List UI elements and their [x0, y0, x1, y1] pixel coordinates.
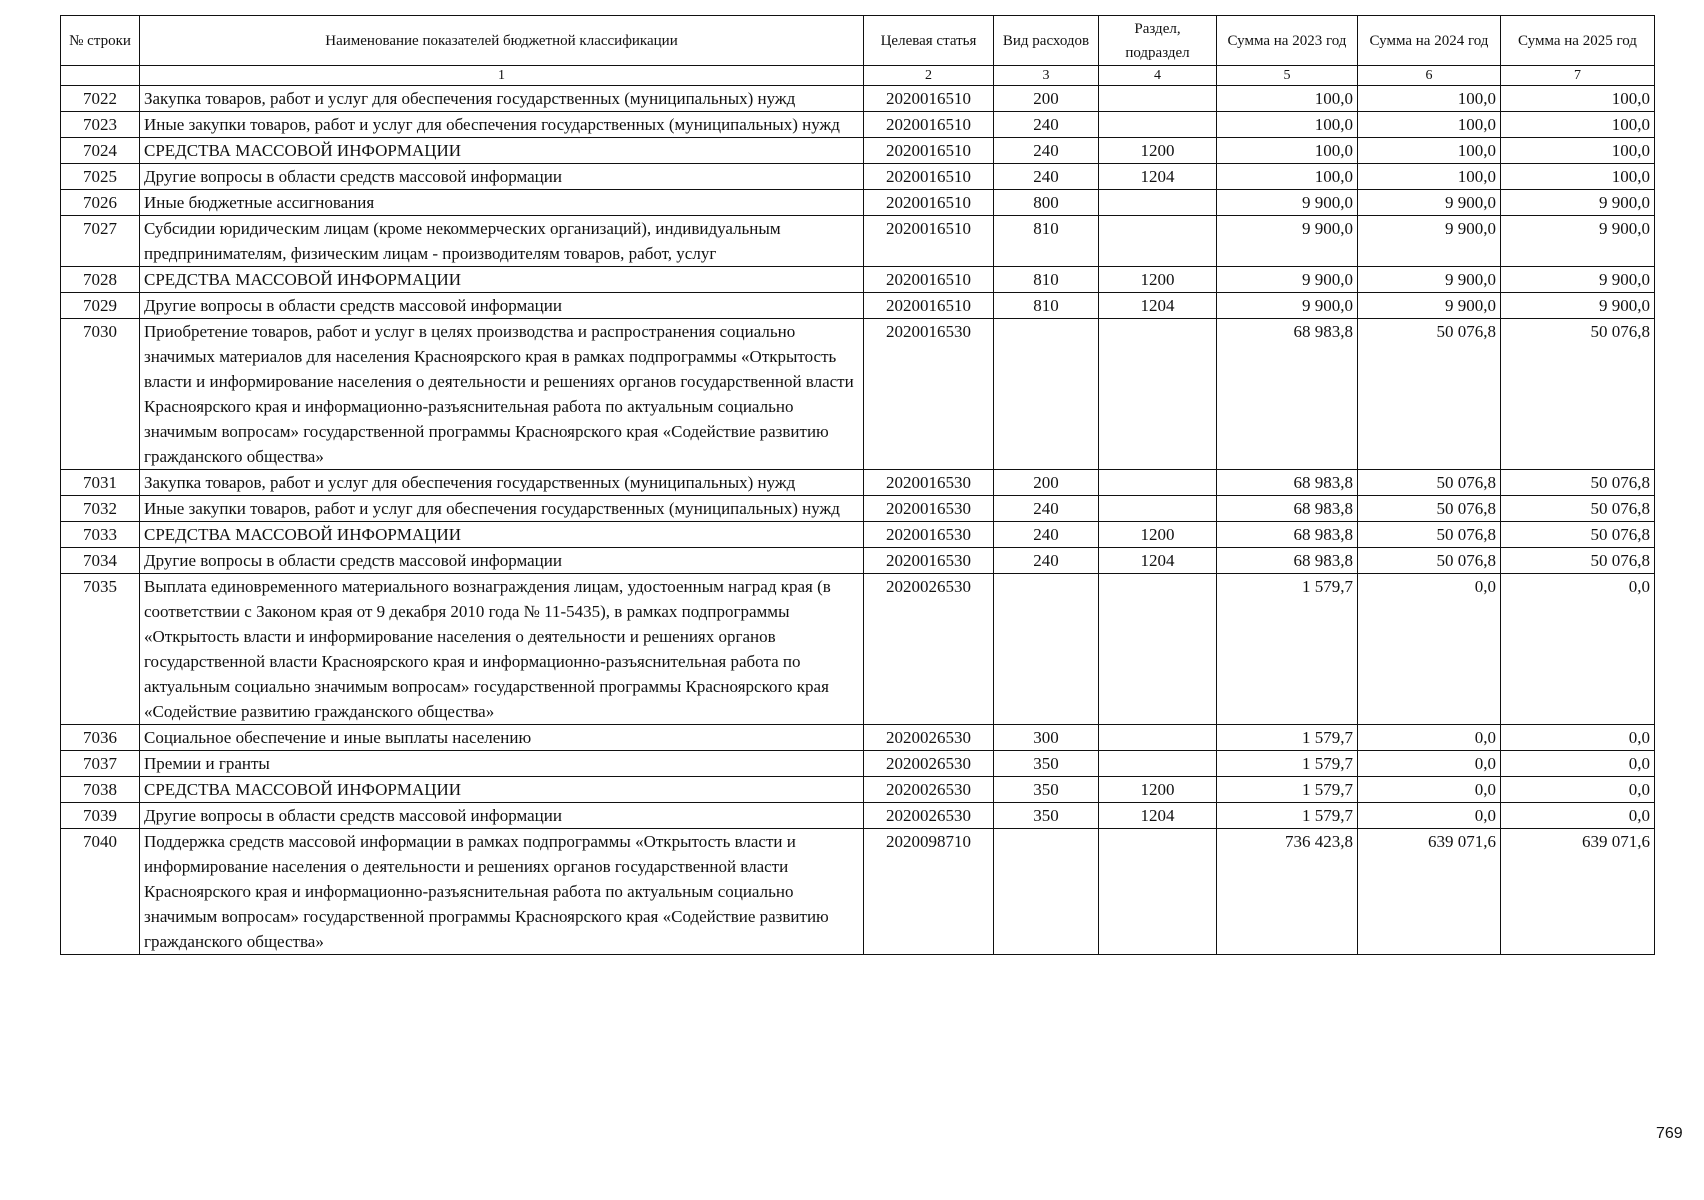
target-article-code: 2020016510 [864, 112, 994, 138]
sum-2024: 9 900,0 [1358, 293, 1501, 319]
sum-2025: 50 076,8 [1501, 496, 1655, 522]
sum-2025: 0,0 [1501, 803, 1655, 829]
row-name: Иные закупки товаров, работ и услуг для обеспечения государственных (муниципальных) нужд [140, 112, 864, 138]
sum-2025: 50 076,8 [1501, 522, 1655, 548]
sum-2023: 68 983,8 [1217, 496, 1358, 522]
sum-2023: 1 579,7 [1217, 803, 1358, 829]
table-row [61, 86, 1655, 112]
sum-2024: 0,0 [1358, 777, 1501, 803]
expense-type-code: 350 [994, 777, 1099, 803]
target-article-code: 2020016510 [864, 138, 994, 164]
column-number: 7 [1501, 66, 1655, 86]
sum-2023: 68 983,8 [1217, 522, 1358, 548]
sum-2025: 100,0 [1501, 112, 1655, 138]
section-code [1099, 319, 1217, 470]
expense-type-code: 810 [994, 293, 1099, 319]
sum-2024: 50 076,8 [1358, 470, 1501, 496]
sum-2023: 68 983,8 [1217, 319, 1358, 470]
column-number: 2 [864, 66, 994, 86]
section-code [1099, 216, 1217, 267]
sum-2025: 9 900,0 [1501, 267, 1655, 293]
sum-2024: 9 900,0 [1358, 216, 1501, 267]
table-row [61, 751, 1655, 777]
column-number: 6 [1358, 66, 1501, 86]
table-row [61, 574, 1655, 725]
sum-2023: 1 579,7 [1217, 777, 1358, 803]
row-number: 7037 [61, 751, 140, 777]
row-number: 7024 [61, 138, 140, 164]
target-article-code: 2020016510 [864, 190, 994, 216]
header-section: Раздел, подраздел [1099, 16, 1217, 66]
expense-type-code: 200 [994, 86, 1099, 112]
row-name: СРЕДСТВА МАССОВОЙ ИНФОРМАЦИИ [140, 138, 864, 164]
target-article-code: 2020016530 [864, 470, 994, 496]
section-code [1099, 725, 1217, 751]
sum-2024: 100,0 [1358, 138, 1501, 164]
table-row [61, 548, 1655, 574]
row-number: 7036 [61, 725, 140, 751]
target-article-code: 2020016510 [864, 164, 994, 190]
table-row [61, 112, 1655, 138]
header-target-article: Целевая статья [864, 16, 994, 66]
section-code: 1204 [1099, 293, 1217, 319]
row-name: Другие вопросы в области средств массовой информации [140, 164, 864, 190]
section-code: 1200 [1099, 267, 1217, 293]
row-number: 7031 [61, 470, 140, 496]
table-row [61, 216, 1655, 267]
sum-2025: 100,0 [1501, 86, 1655, 112]
row-name: Премии и гранты [140, 751, 864, 777]
row-number: 7040 [61, 829, 140, 955]
sum-2024: 100,0 [1358, 112, 1501, 138]
row-name: Социальное обеспечение и иные выплаты населению [140, 725, 864, 751]
row-name: Закупка товаров, работ и услуг для обеспечения государственных (муниципальных) нужд [140, 86, 864, 112]
sum-2023: 68 983,8 [1217, 548, 1358, 574]
section-code [1099, 86, 1217, 112]
sum-2025: 0,0 [1501, 777, 1655, 803]
row-number: 7038 [61, 777, 140, 803]
expense-type-code: 240 [994, 522, 1099, 548]
table-row [61, 522, 1655, 548]
column-number-row [61, 66, 1655, 86]
sum-2025: 100,0 [1501, 138, 1655, 164]
sum-2025: 639 071,6 [1501, 829, 1655, 955]
sum-2025: 9 900,0 [1501, 190, 1655, 216]
sum-2025: 9 900,0 [1501, 293, 1655, 319]
sum-2024: 100,0 [1358, 86, 1501, 112]
table-row [61, 829, 1655, 955]
row-name: Другие вопросы в области средств массовой информации [140, 548, 864, 574]
sum-2023: 9 900,0 [1217, 190, 1358, 216]
sum-2025: 50 076,8 [1501, 470, 1655, 496]
target-article-code: 2020016510 [864, 86, 994, 112]
header-row-number: № строки [61, 16, 140, 66]
header-sum-2025: Сумма на 2025 год [1501, 16, 1655, 66]
expense-type-code: 240 [994, 548, 1099, 574]
row-number: 7025 [61, 164, 140, 190]
expense-type-code: 240 [994, 164, 1099, 190]
table-row [61, 470, 1655, 496]
section-code [1099, 496, 1217, 522]
header-sum-2024: Сумма на 2024 год [1358, 16, 1501, 66]
row-name: Выплата единовременного материального вознаграждения лицам, удостоенным наград края (в соответствии с Законом края от 9 декабря 2010 года № 11-5435), в рамках подпрограммы «Открытость власти и информирование населения о деятельности и решениях органов государственной власти Красноярского края и информационно-разъяснительная работа по актуальным социально значимым вопросам» государственной программы Красноярского края «Содействие развитию гражданского общества» [140, 574, 864, 725]
sum-2023: 9 900,0 [1217, 293, 1358, 319]
sum-2023: 1 579,7 [1217, 751, 1358, 777]
target-article-code: 2020016530 [864, 319, 994, 470]
expense-type-code: 300 [994, 725, 1099, 751]
table-row [61, 319, 1655, 470]
sum-2024: 0,0 [1358, 803, 1501, 829]
header-name: Наименование показателей бюджетной классификации [140, 16, 864, 66]
table-body [61, 86, 1655, 955]
row-number: 7035 [61, 574, 140, 725]
sum-2025: 0,0 [1501, 725, 1655, 751]
table-row [61, 725, 1655, 751]
sum-2023: 9 900,0 [1217, 267, 1358, 293]
sum-2024: 50 076,8 [1358, 496, 1501, 522]
row-name: Поддержка средств массовой информации в рамках подпрограммы «Открытость власти и информирование населения о деятельности и решениях органов государственной власти Красноярского края и информационно-разъяснительная работа по актуальным социально значимым вопросам» государственной программы Красноярского края «Содействие развитию гражданского общества» [140, 829, 864, 955]
sum-2024: 0,0 [1358, 574, 1501, 725]
sum-2023: 68 983,8 [1217, 470, 1358, 496]
row-name: Другие вопросы в области средств массовой информации [140, 803, 864, 829]
sum-2023: 100,0 [1217, 112, 1358, 138]
sum-2024: 100,0 [1358, 164, 1501, 190]
sum-2024: 639 071,6 [1358, 829, 1501, 955]
sum-2025: 50 076,8 [1501, 548, 1655, 574]
expense-type-code: 800 [994, 190, 1099, 216]
row-name: СРЕДСТВА МАССОВОЙ ИНФОРМАЦИИ [140, 522, 864, 548]
section-code: 1204 [1099, 164, 1217, 190]
row-name: СРЕДСТВА МАССОВОЙ ИНФОРМАЦИИ [140, 777, 864, 803]
sum-2025: 0,0 [1501, 751, 1655, 777]
target-article-code: 2020026530 [864, 725, 994, 751]
target-article-code: 2020026530 [864, 803, 994, 829]
expense-type-code: 240 [994, 112, 1099, 138]
column-number [61, 66, 140, 86]
target-article-code: 2020026530 [864, 751, 994, 777]
row-number: 7026 [61, 190, 140, 216]
sum-2023: 9 900,0 [1217, 216, 1358, 267]
header-row [61, 16, 1655, 66]
sum-2025: 50 076,8 [1501, 319, 1655, 470]
row-name: Закупка товаров, работ и услуг для обеспечения государственных (муниципальных) нужд [140, 470, 864, 496]
column-number: 1 [140, 66, 864, 86]
table-row [61, 777, 1655, 803]
table-row [61, 267, 1655, 293]
row-number: 7030 [61, 319, 140, 470]
sum-2025: 100,0 [1501, 164, 1655, 190]
expense-type-code: 350 [994, 751, 1099, 777]
target-article-code: 2020016530 [864, 548, 994, 574]
row-name: Иные бюджетные ассигнования [140, 190, 864, 216]
expense-type-code: 240 [994, 138, 1099, 164]
sum-2024: 50 076,8 [1358, 522, 1501, 548]
sum-2025: 9 900,0 [1501, 216, 1655, 267]
row-number: 7032 [61, 496, 140, 522]
target-article-code: 2020016530 [864, 496, 994, 522]
column-number: 3 [994, 66, 1099, 86]
sum-2023: 1 579,7 [1217, 574, 1358, 725]
section-code: 1200 [1099, 777, 1217, 803]
table-row [61, 190, 1655, 216]
table-row [61, 138, 1655, 164]
target-article-code: 2020016510 [864, 267, 994, 293]
expense-type-code: 810 [994, 216, 1099, 267]
row-number: 7027 [61, 216, 140, 267]
row-number: 7034 [61, 548, 140, 574]
expense-type-code [994, 574, 1099, 725]
target-article-code: 2020016510 [864, 216, 994, 267]
sum-2024: 0,0 [1358, 751, 1501, 777]
header-expense-type: Вид расходов [994, 16, 1099, 66]
expense-type-code [994, 829, 1099, 955]
table-row [61, 164, 1655, 190]
row-number: 7039 [61, 803, 140, 829]
row-number: 7023 [61, 112, 140, 138]
budget-table [60, 15, 1655, 955]
section-code: 1200 [1099, 522, 1217, 548]
target-article-code: 2020098710 [864, 829, 994, 955]
row-name: Другие вопросы в области средств массовой информации [140, 293, 864, 319]
sum-2024: 9 900,0 [1358, 190, 1501, 216]
row-number: 7033 [61, 522, 140, 548]
target-article-code: 2020016530 [864, 522, 994, 548]
section-code [1099, 574, 1217, 725]
section-code [1099, 751, 1217, 777]
sum-2025: 0,0 [1501, 574, 1655, 725]
row-name: Субсидии юридическим лицам (кроме некоммерческих организаций), индивидуальным предпринимателям, физическим лицам - производителям товаров, работ, услуг [140, 216, 864, 267]
sum-2023: 736 423,8 [1217, 829, 1358, 955]
row-name: Приобретение товаров, работ и услуг в целях производства и распространения социально значимых материалов для населения Красноярского края в рамках подпрограммы «Открытость власти и информирование населения о деятельности и решениях органов государственной власти Красноярского края и информационно-разъяснительная работа по актуальным социально значимым вопросам» государственной программы Красноярского края «Содействие развитию гражданского общества» [140, 319, 864, 470]
table-row [61, 496, 1655, 522]
section-code: 1200 [1099, 138, 1217, 164]
sum-2024: 50 076,8 [1358, 548, 1501, 574]
expense-type-code: 200 [994, 470, 1099, 496]
expense-type-code: 810 [994, 267, 1099, 293]
target-article-code: 2020026530 [864, 777, 994, 803]
expense-type-code [994, 319, 1099, 470]
row-name: СРЕДСТВА МАССОВОЙ ИНФОРМАЦИИ [140, 267, 864, 293]
row-number: 7028 [61, 267, 140, 293]
row-name: Иные закупки товаров, работ и услуг для обеспечения государственных (муниципальных) нужд [140, 496, 864, 522]
table-row [61, 293, 1655, 319]
section-code [1099, 829, 1217, 955]
column-number: 4 [1099, 66, 1217, 86]
table-row [61, 803, 1655, 829]
sum-2023: 1 579,7 [1217, 725, 1358, 751]
page-number: 769 [1656, 1125, 1683, 1142]
sum-2024: 50 076,8 [1358, 319, 1501, 470]
section-code [1099, 470, 1217, 496]
row-number: 7022 [61, 86, 140, 112]
header-sum-2023: Сумма на 2023 год [1217, 16, 1358, 66]
target-article-code: 2020016510 [864, 293, 994, 319]
section-code: 1204 [1099, 548, 1217, 574]
section-code [1099, 190, 1217, 216]
sum-2023: 100,0 [1217, 164, 1358, 190]
column-number: 5 [1217, 66, 1358, 86]
section-code: 1204 [1099, 803, 1217, 829]
expense-type-code: 240 [994, 496, 1099, 522]
row-number: 7029 [61, 293, 140, 319]
sum-2024: 9 900,0 [1358, 267, 1501, 293]
section-code [1099, 112, 1217, 138]
target-article-code: 2020026530 [864, 574, 994, 725]
sum-2024: 0,0 [1358, 725, 1501, 751]
expense-type-code: 350 [994, 803, 1099, 829]
sum-2023: 100,0 [1217, 138, 1358, 164]
sum-2023: 100,0 [1217, 86, 1358, 112]
